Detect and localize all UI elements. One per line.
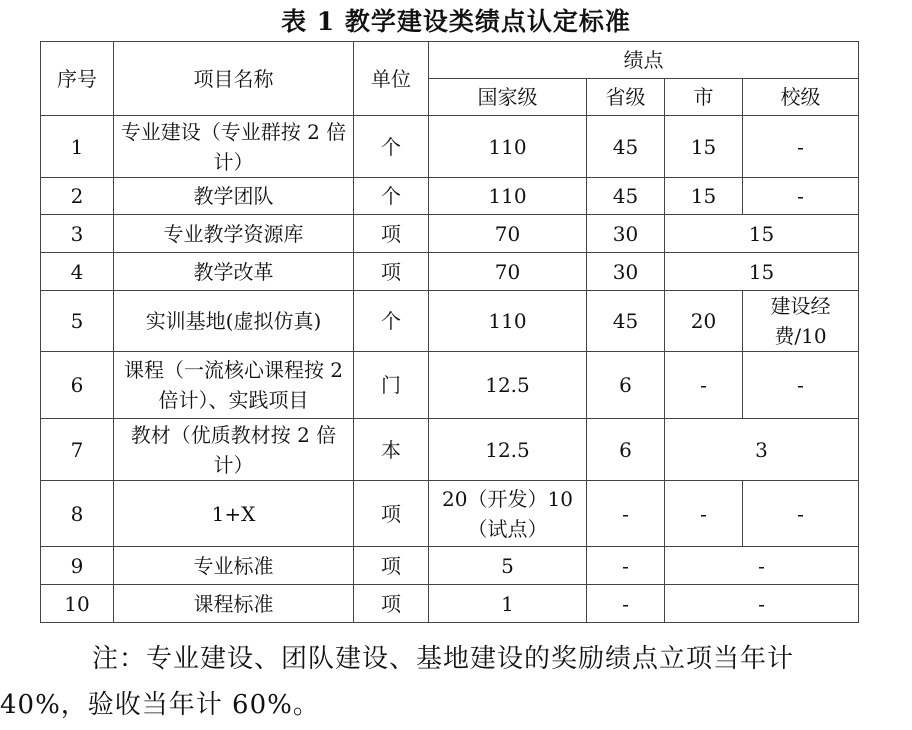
header-points: 绩点 <box>429 42 859 79</box>
table-row <box>41 547 859 585</box>
cell-seq: 3 <box>41 215 114 253</box>
cell-unit: 项 <box>354 585 429 623</box>
cell-seq: 2 <box>41 178 114 215</box>
header-row <box>41 42 859 79</box>
note-line-1: 注：专业建设、团队建设、基地建设的奖励绩点立项当年计 <box>92 644 795 674</box>
cell-name: 专业标准 <box>114 547 354 585</box>
cell-school: - <box>743 352 859 419</box>
table-row <box>41 352 859 419</box>
cell-unit: 项 <box>354 253 429 291</box>
cell-city-school: - <box>665 585 859 623</box>
cell-unit: 门 <box>354 352 429 419</box>
cell-national: 110 <box>429 178 587 215</box>
cell-provincial: 6 <box>587 352 665 419</box>
table-row <box>41 291 859 352</box>
table-row <box>41 253 859 291</box>
header-provincial: 省级 <box>587 79 665 116</box>
cell-national: 20（开发）10（试点） <box>429 481 587 547</box>
cell-provincial: - <box>587 547 665 585</box>
cell-city: - <box>665 352 743 419</box>
cell-seq: 9 <box>41 547 114 585</box>
cell-name: 教材（优质教材按 2 倍计） <box>114 419 354 481</box>
cell-provincial: 30 <box>587 215 665 253</box>
cell-city: - <box>665 481 743 547</box>
cell-seq: 10 <box>41 585 114 623</box>
cell-unit: 个 <box>354 291 429 352</box>
cell-city: 15 <box>665 178 743 215</box>
cell-unit: 本 <box>354 419 429 481</box>
cell-city-school: 3 <box>665 419 859 481</box>
cell-unit: 项 <box>354 481 429 547</box>
cell-unit: 个 <box>354 178 429 215</box>
header-national: 国家级 <box>429 79 587 116</box>
cell-name: 教学团队 <box>114 178 354 215</box>
cell-seq: 4 <box>41 253 114 291</box>
cell-name: 1+X <box>114 481 354 547</box>
cell-seq: 7 <box>41 419 114 481</box>
cell-unit: 项 <box>354 215 429 253</box>
cell-school: 建设经费/10 <box>743 291 859 352</box>
cell-national: 110 <box>429 291 587 352</box>
cell-provincial: 6 <box>587 419 665 481</box>
note-line-2: 40%，验收当年计 60%。 <box>0 690 320 720</box>
cell-unit: 个 <box>354 116 429 178</box>
cell-unit: 项 <box>354 547 429 585</box>
cell-city: 20 <box>665 291 743 352</box>
header-city: 市 <box>665 79 743 116</box>
cell-name: 教学改革 <box>114 253 354 291</box>
cell-seq: 5 <box>41 291 114 352</box>
cell-city-school: 15 <box>665 253 859 291</box>
cell-school: - <box>743 178 859 215</box>
cell-national: 12.5 <box>429 419 587 481</box>
cell-provincial: 45 <box>587 116 665 178</box>
cell-name: 实训基地(虚拟仿真) <box>114 291 354 352</box>
table-row <box>41 419 859 481</box>
header-name: 项目名称 <box>114 42 354 116</box>
points-table <box>40 41 859 623</box>
cell-national: 70 <box>429 253 587 291</box>
cell-school: - <box>743 481 859 547</box>
table-row <box>41 215 859 253</box>
cell-national: 12.5 <box>429 352 587 419</box>
cell-name: 专业建设（专业群按 2 倍计） <box>114 116 354 178</box>
table-row <box>41 116 859 178</box>
table-row <box>41 481 859 547</box>
cell-seq: 6 <box>41 352 114 419</box>
cell-provincial: 45 <box>587 178 665 215</box>
cell-national: 70 <box>429 215 587 253</box>
cell-national: 5 <box>429 547 587 585</box>
cell-provincial: 45 <box>587 291 665 352</box>
cell-name: 专业教学资源库 <box>114 215 354 253</box>
cell-provincial: - <box>587 481 665 547</box>
cell-name: 课程（一流核心课程按 2 倍计）、实践项目 <box>114 352 354 419</box>
cell-provincial: - <box>587 585 665 623</box>
cell-city-school: 15 <box>665 215 859 253</box>
cell-seq: 1 <box>41 116 114 178</box>
cell-school: - <box>743 116 859 178</box>
cell-city-school: - <box>665 547 859 585</box>
cell-national: 1 <box>429 585 587 623</box>
table-row <box>41 585 859 623</box>
header-unit: 单位 <box>354 42 429 116</box>
header-school: 校级 <box>743 79 859 116</box>
cell-name: 课程标准 <box>114 585 354 623</box>
cell-seq: 8 <box>41 481 114 547</box>
cell-provincial: 30 <box>587 253 665 291</box>
cell-city: 15 <box>665 116 743 178</box>
header-seq: 序号 <box>41 42 114 116</box>
table-row <box>41 178 859 215</box>
cell-national: 110 <box>429 116 587 178</box>
table-title: 表 1 教学建设类绩点认定标准 <box>281 7 631 36</box>
